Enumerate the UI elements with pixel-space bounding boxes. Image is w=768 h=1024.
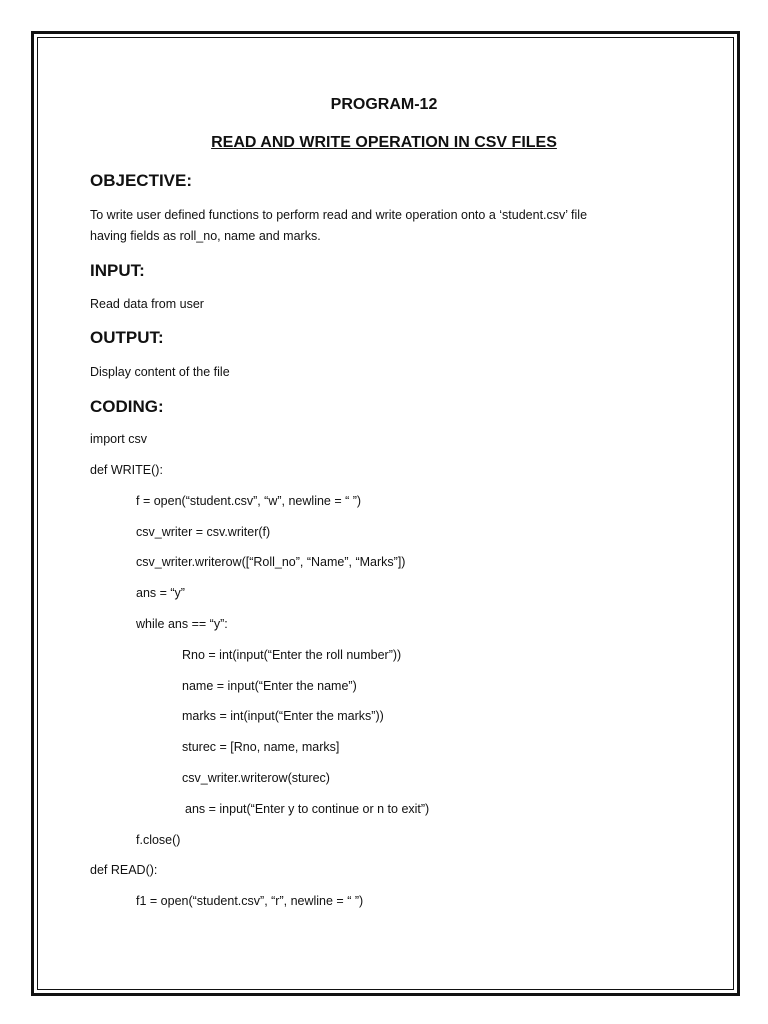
code-line: f = open(“student.csv”, “w”, newline = “ ”) — [136, 494, 362, 508]
code-line: sturec = [Rno, name, marks] — [182, 740, 340, 754]
output-heading: OUTPUT: — [90, 328, 164, 347]
code-line: def WRITE(): — [90, 463, 163, 477]
code-line: csv_writer = csv.writer(f) — [136, 525, 271, 539]
code-line: f1 = open(“student.csv”, “r”, newline = “ ”) — [136, 894, 364, 908]
code-line: Rno = int(input(“Enter the roll number”)) — [182, 648, 402, 662]
code-line: csv_writer.writerow([“Roll_no”, “Name”, “Marks”]) — [136, 555, 406, 569]
input-heading: INPUT: — [90, 261, 145, 280]
objective-text-line-1: To write user defined functions to perform read and write operation onto a ‘student.csv’ file — [90, 208, 588, 222]
code-line: import csv — [90, 432, 147, 446]
code-line: csv_writer.writerow(sturec) — [182, 771, 330, 785]
code-line: f.close() — [136, 833, 181, 847]
output-text: Display content of the file — [90, 365, 230, 379]
objective-heading: OBJECTIVE: — [90, 171, 193, 190]
code-line: name = input(“Enter the name”) — [182, 679, 357, 693]
coding-heading: CODING: — [90, 397, 164, 416]
input-text: Read data from user — [90, 297, 204, 311]
objective-text-line-2: having fields as roll_no, name and marks. — [90, 229, 321, 243]
code-line: while ans == “y”: — [136, 617, 228, 631]
code-line: ans = input(“Enter y to continue or n to exit”) — [185, 802, 430, 816]
code-line: ans = “y” — [136, 586, 185, 600]
code-line: def READ(): — [90, 863, 158, 877]
program-title: PROGRAM-12 — [330, 96, 438, 113]
program-subtitle: READ AND WRITE OPERATION IN CSV FILES — [211, 134, 557, 151]
code-line: marks = int(input(“Enter the marks”)) — [182, 709, 384, 723]
